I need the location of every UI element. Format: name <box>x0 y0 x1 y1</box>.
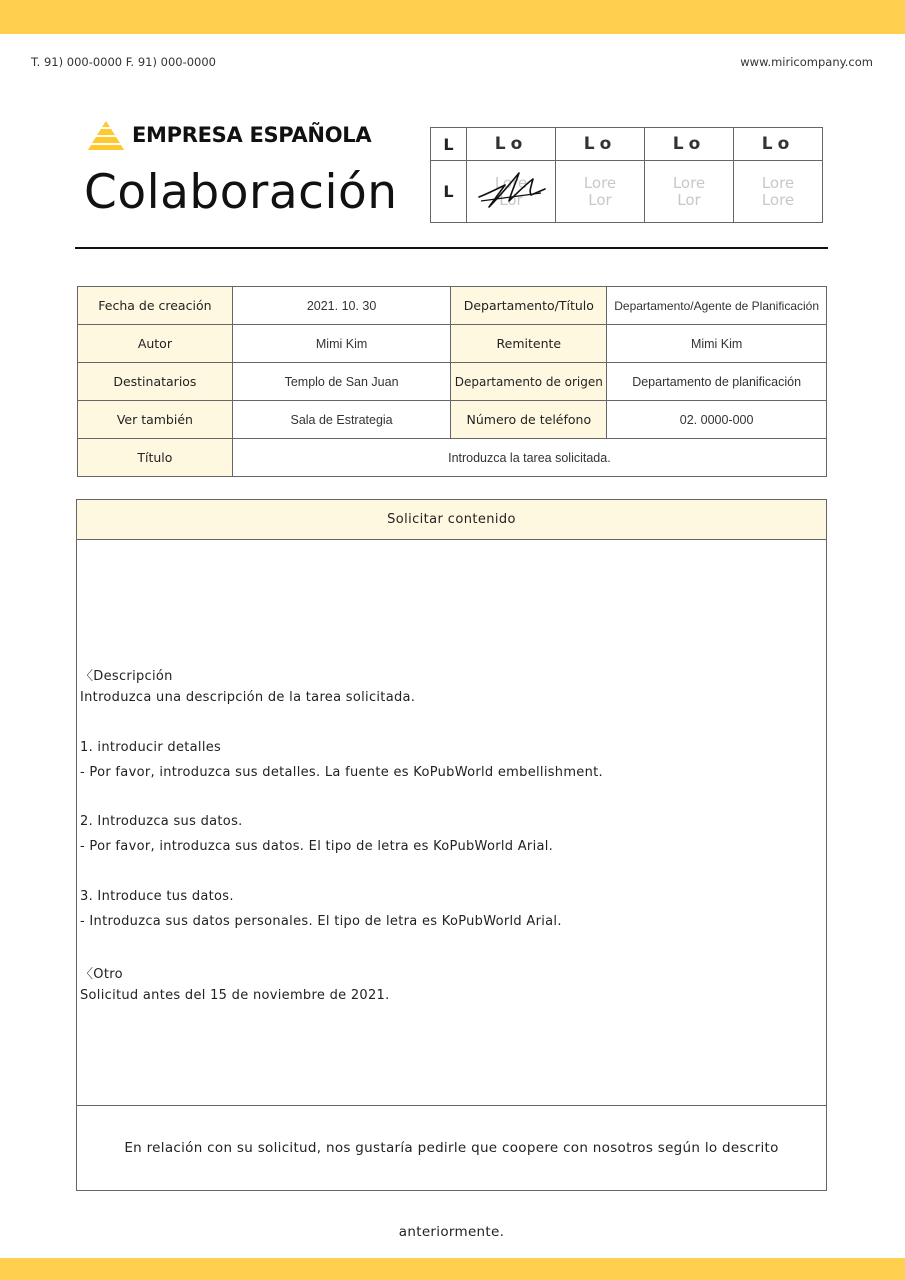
field-value: Sala de Estrategia <box>232 401 451 439</box>
request-body <box>77 540 826 1106</box>
table-row <box>78 401 827 439</box>
section-heading: 〈Descripción <box>80 669 173 684</box>
table-row <box>78 287 827 325</box>
approval-header: Lo <box>556 128 645 161</box>
approval-header: Lo <box>645 128 734 161</box>
field-value: Mimi Kim <box>232 325 451 363</box>
approval-cell: Lore Lor <box>645 161 734 223</box>
body-text: - Por favor, introduzca sus datos. El tipo de letra es KoPubWorld Arial. <box>80 839 554 854</box>
approval-header: Lo <box>467 128 556 161</box>
company-logo <box>88 120 371 150</box>
approval-table <box>430 127 823 223</box>
field-label: Remitente <box>451 325 607 363</box>
field-value: Departamento de planificación <box>607 363 827 401</box>
body-text: 3. Introduce tus datos. <box>80 889 234 904</box>
page-title: Colaboración <box>84 165 398 220</box>
contact-numbers: T. 91) 000-0000 F. 91) 000-0000 <box>31 55 216 69</box>
request-header: Solicitar contenido <box>77 500 826 540</box>
approval-cell: Lore Lore <box>734 161 823 223</box>
field-label: Departamento/Título <box>451 287 607 325</box>
approval-cell-signed: Lore Lor <box>467 161 556 223</box>
approval-cell: Lore Lor <box>556 161 645 223</box>
company-name: EMPRESA ESPAÑOLA <box>132 123 372 147</box>
field-label: Ver también <box>78 401 233 439</box>
table-row <box>78 439 827 477</box>
body-text: 2. Introduzca sus datos. <box>80 814 243 829</box>
request-content-box <box>76 499 827 1240</box>
top-accent-bar <box>0 0 905 34</box>
website-link[interactable]: www.miricompany.com <box>740 55 873 69</box>
body-text: - Introduzca sus datos personales. El tipo de letra es KoPubWorld Arial. <box>80 914 562 929</box>
field-value: Departamento/Agente de Planificación <box>607 287 827 325</box>
approval-side-label: L <box>431 128 467 161</box>
body-text: Introduzca una descripción de la tarea solicitada. <box>80 690 416 705</box>
field-value: 2021. 10. 30 <box>232 287 451 325</box>
body-text: Solicitud antes del 15 de noviembre de 2021. <box>80 988 390 1003</box>
field-label: Número de teléfono <box>451 401 607 439</box>
table-row <box>78 325 827 363</box>
body-text: - Por favor, introduzca sus detalles. La fuente es KoPubWorld embellishment. <box>80 765 603 780</box>
field-label: Título <box>78 439 233 477</box>
header-divider <box>75 247 828 249</box>
title-value: Introduzca la tarea solicitada. <box>232 439 826 477</box>
closing-statement: En relación con su solicitud, nos gustaría pedirle que coopere con nosotros según lo descrito anteriormente. <box>77 1105 826 1190</box>
field-label: Departamento de origen <box>451 363 607 401</box>
body-text: 1. introducir detalles <box>80 740 222 755</box>
field-value: Mimi Kim <box>607 325 827 363</box>
info-table <box>77 286 827 477</box>
section-heading: 〈Otro <box>80 967 123 982</box>
field-label: Destinatarios <box>78 363 233 401</box>
signature-icon <box>475 167 549 211</box>
field-label: Autor <box>78 325 233 363</box>
approval-header: Lo <box>734 128 823 161</box>
table-row <box>78 363 827 401</box>
pyramid-icon <box>88 120 124 150</box>
field-label: Fecha de creación <box>78 287 233 325</box>
field-value: 02. 0000-000 <box>607 401 827 439</box>
field-value: Templo de San Juan <box>232 363 451 401</box>
bottom-accent-bar <box>0 1258 905 1280</box>
approval-side-label: L <box>431 161 467 223</box>
